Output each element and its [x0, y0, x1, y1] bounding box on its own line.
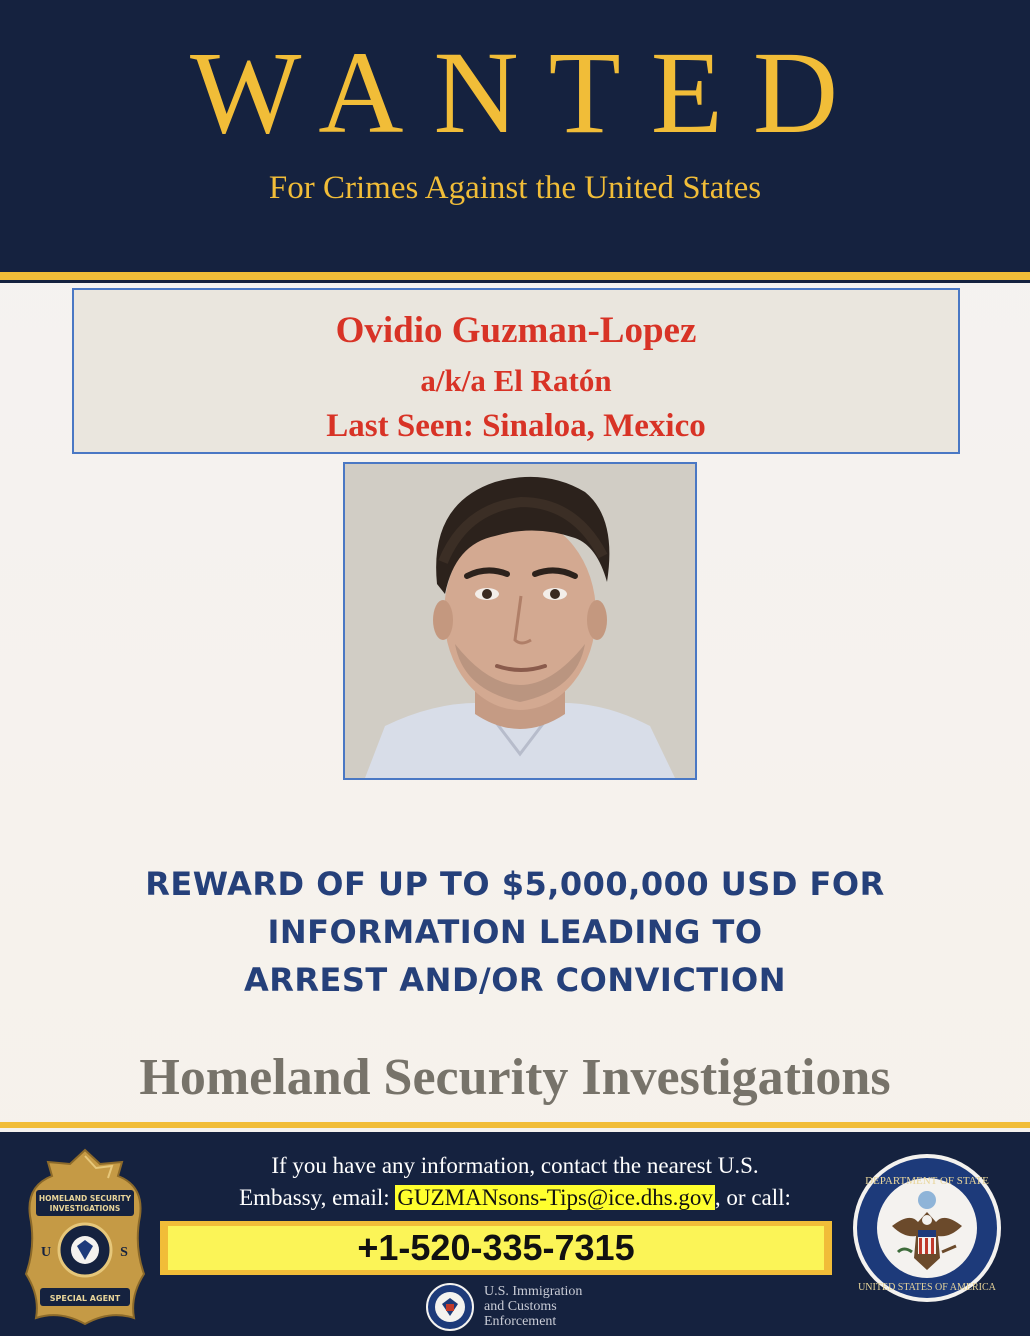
- tips-phone-number[interactable]: +1-520-335-7315: [168, 1226, 824, 1270]
- svg-text:UNITED STATES OF AMERICA: UNITED STATES OF AMERICA: [858, 1282, 996, 1293]
- svg-text:DEPARTMENT OF STATE: DEPARTMENT OF STATE: [865, 1175, 989, 1187]
- svg-text:S: S: [120, 1245, 128, 1260]
- dhs-seal-icon: [424, 1282, 476, 1332]
- reward-notice: [0, 860, 1030, 1004]
- svg-text:U: U: [40, 1245, 52, 1260]
- department-of-state-seal-icon: [852, 1148, 1002, 1308]
- footer-banner: [0, 1132, 1030, 1336]
- svg-text:HOMELAND SECURITY: HOMELAND SECURITY: [38, 1194, 132, 1203]
- subject-info-box: [72, 288, 960, 454]
- reward-line-2: INFORMATION LEADING TO: [267, 913, 763, 951]
- poster-subtitle: For Crimes Against the United States: [268, 170, 762, 206]
- subject-name: Ovidio Guzman-Lopez: [335, 310, 697, 351]
- contact-line-2-prefix: Embassy, email:: [239, 1185, 396, 1210]
- subject-alias: a/k/a El Ratón: [420, 363, 612, 398]
- ice-logo: [424, 1282, 624, 1332]
- subject-last-seen: Last Seen: Sinaloa, Mexico: [326, 408, 706, 444]
- ice-text-line-1: U.S. Immigration: [484, 1284, 583, 1299]
- header-banner: [0, 0, 1030, 272]
- ice-text-block: [484, 1284, 582, 1329]
- subject-photo: [343, 462, 697, 780]
- tips-email-link[interactable]: GUZMANsons-Tips@ice.dhs.gov: [397, 1185, 713, 1210]
- hsi-badge-icon: [22, 1146, 148, 1326]
- ice-text-line-3: Enforcement: [484, 1314, 557, 1329]
- reward-line-1: REWARD OF UP TO $5,000,000 USD FOR: [145, 865, 885, 903]
- phone-bar: [160, 1221, 832, 1275]
- divider-gold-top: [0, 272, 1030, 280]
- ice-text-line-2: and Customs: [484, 1299, 557, 1314]
- divider-navy-top: [0, 280, 1030, 283]
- reward-line-3: ARREST AND/OR CONVICTION: [243, 961, 787, 999]
- contact-line-2-suffix: , or call:: [714, 1185, 791, 1210]
- svg-text:SPECIAL AGENT: SPECIAL AGENT: [49, 1294, 121, 1303]
- poster-title: WANTED: [189, 27, 869, 158]
- agency-name: Homeland Security Investigations: [139, 1049, 891, 1106]
- contact-line-2: [170, 1182, 860, 1214]
- svg-text:INVESTIGATIONS: INVESTIGATIONS: [49, 1204, 121, 1213]
- contact-line-1: If you have any information, contact the nearest U.S.: [271, 1153, 759, 1178]
- contact-instructions: [170, 1150, 860, 1214]
